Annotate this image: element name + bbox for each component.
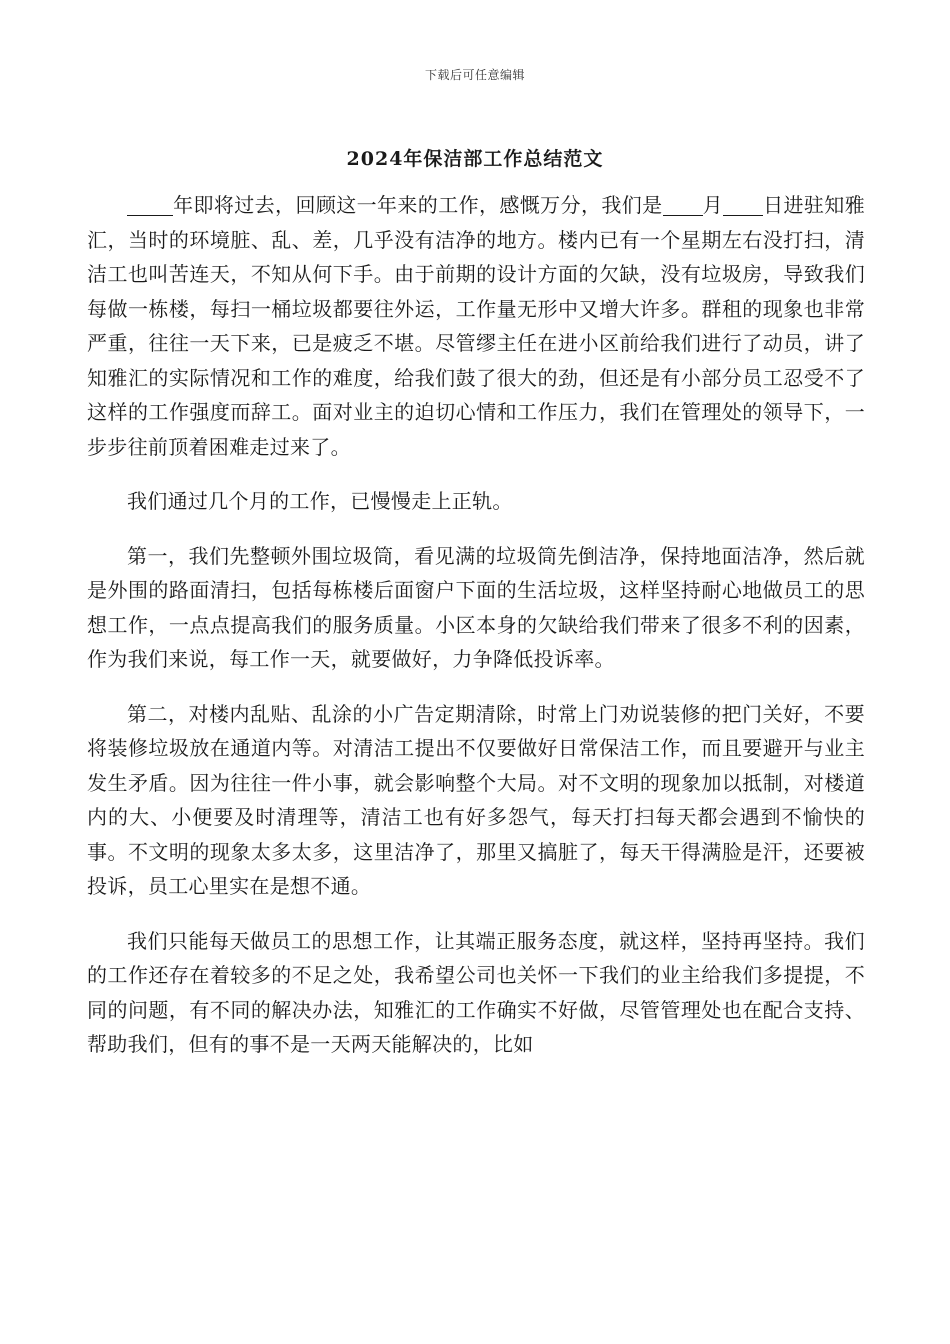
paragraph-second-point: 第二，对楼内乱贴、乱涂的小广告定期清除，时常上门劝说装修的把门关好，不要将装修垃圾放在通道内等。对清洁工提出不仅要做好日常保洁工作，而且要避开与业主发生矛盾。因为往往一件小事，就会影响整个大局。对不文明的现象加以抵制，对楼道内的大、小便要及时清理等，清洁工也有好多怨气，每天打扫每天都会遇到不愉快的事。不文明的现象太多太多，这里洁净了，那里又搞脏了，每天干得满脸是汗，还要被投诉，员工心里实在是想不通。 xyxy=(87,701,865,898)
year-blank xyxy=(127,193,173,216)
document-title: 2024年保洁部工作总结范文 xyxy=(346,148,604,170)
month-blank xyxy=(663,193,703,216)
paragraph-closing: 我们只能每天做员工的思想工作，让其端正服务态度，就这样，坚持再坚持。我们的工作还存在着较多的不足之处，我希望公司也关怀一下我们的业主给我们多提提，不同的问题，有不同的解决办法，知雅汇的工作确实不好做，尽管管理处也在配合支持、帮助我们，但有的事不是一天两天能解决的，比如 xyxy=(87,928,865,1056)
paragraph-first-point: 第一，我们先整顿外围垃圾筒，看见满的垃圾筒先倒洁净，保持地面洁净，然后就是外围的路面清扫，包括每栋楼后面窗户下面的生活垃圾，这样坚持耐心地做员工的思想工作，一点点提高我们的服务质量。小区本身的欠缺给我们带来了很多不利的因素，作为我们来说，每工作一天，就要做好，力争降低投诉率。 xyxy=(87,543,865,671)
paragraph-intro-text-2: 月 xyxy=(702,193,724,217)
paragraph-intro xyxy=(87,188,865,464)
paragraph-intro-text-3: 日进驻知雅汇，当时的环境脏、乱、差，几乎没有洁净的地方。楼内已有一个星期左右没打扫，清洁工也叫苦连天，不知从何下手。由于前期的设计方面的欠缺，没有垃圾房，导致我们每做一栋楼，每扫一桶垃圾都要往外运，工作量无形中又增大许多。群租的现象也非常严重，往往一天下来，已是疲乏不堪。尽管缪主任在进小区前给我们进行了动员，讲了知雅汇的实际情况和工作的难度，给我们鼓了很大的劲，但还是有小部分员工忍受不了这样的工作强度而辞工。面对业主的迫切心情和工作压力，我们在管理处的领导下，一步步往前顶着困难走过来了。 xyxy=(87,193,865,459)
paragraph-intro-text-1: 年即将过去，回顾这一年来的工作，感慨万分，我们是 xyxy=(173,193,663,217)
header-note: 下载后可任意编辑 xyxy=(424,68,525,82)
document-body xyxy=(87,188,865,1062)
paragraph-progress: 我们通过几个月的工作，已慢慢走上正轨。 xyxy=(127,489,513,513)
day-blank xyxy=(723,193,763,216)
